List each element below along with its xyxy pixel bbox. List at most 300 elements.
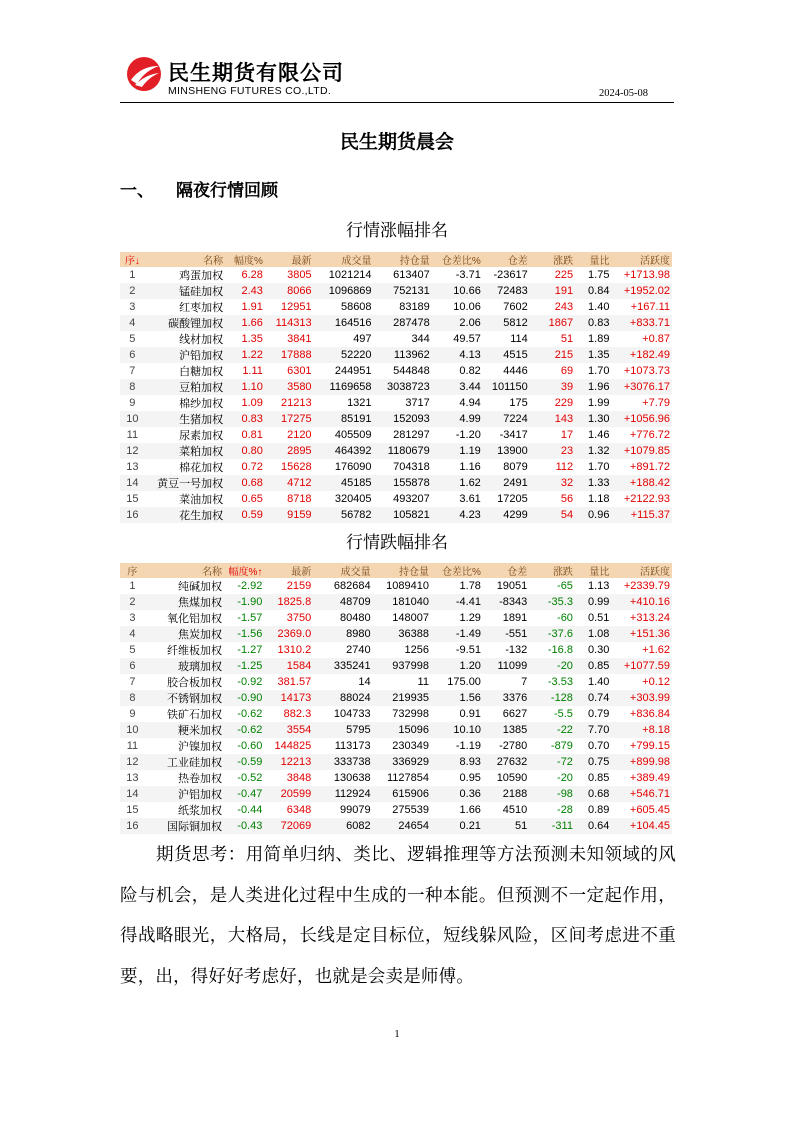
table-row[interactable]	[120, 610, 672, 626]
table-row[interactable]	[120, 427, 672, 443]
cell-last: 4712	[265, 475, 314, 491]
table-row[interactable]	[120, 754, 672, 770]
cell-activity: +104.45	[611, 818, 672, 834]
cell-open-interest: 152093	[374, 411, 432, 427]
cell-last: 3848	[286, 772, 312, 784]
cell-change-pct: 0.81	[241, 429, 263, 441]
cell-seq: 10	[120, 722, 145, 738]
cell-oi-diff: 8079	[503, 461, 528, 473]
cell-price-change: 32	[530, 475, 575, 491]
cell-name: 铁矿石加权	[166, 709, 222, 721]
cell-change-pct: -0.62	[224, 722, 264, 738]
cell-last: 1584	[264, 658, 313, 674]
column-header-open-interest[interactable]: 持仓量	[373, 563, 431, 578]
cell-last: 3750	[286, 612, 312, 624]
cell-oi-diff: 17205	[497, 493, 528, 505]
cell-volume: 244951	[334, 365, 372, 377]
cell-activity: +0.12	[642, 676, 670, 688]
column-header-change-pct[interactable]: 幅度%↑	[224, 563, 264, 578]
cell-open-interest: 24654	[373, 818, 431, 834]
column-header-name[interactable]: 名称	[145, 252, 225, 267]
cell-open-interest: 281297	[393, 429, 430, 441]
table-row[interactable]	[120, 626, 672, 642]
cell-activity: +1713.98	[623, 269, 670, 281]
cell-last: 2895	[265, 443, 314, 459]
cell-name: 线材加权	[179, 334, 224, 346]
cell-volume: 45185	[314, 475, 374, 491]
cell-name: 热卷加权	[177, 773, 222, 785]
cell-oi-diff: 4510	[502, 804, 528, 816]
cell-oi-ratio: 4.23	[432, 507, 483, 523]
cell-activity: +605.45	[629, 804, 670, 816]
column-header-name[interactable]: 名称	[145, 563, 224, 578]
cell-activity: +546.71	[611, 786, 672, 802]
cell-last: 9159	[265, 507, 314, 523]
cell-seq: 3	[129, 301, 136, 313]
cell-volume-ratio: 1.08	[575, 626, 611, 642]
cell-last: 3805	[287, 269, 312, 281]
table-row[interactable]	[120, 594, 672, 610]
cell-activity: +7.79	[642, 397, 670, 409]
cell-volume: 1096869	[314, 283, 374, 299]
column-header-activity[interactable]: 活跃度	[611, 252, 672, 267]
cell-price-change: 56	[560, 493, 574, 505]
cell-volume: 5795	[313, 722, 372, 738]
cell-oi-diff: 175	[509, 397, 528, 409]
cell-name: 氧化铝加权	[166, 613, 222, 625]
cell-seq: 2	[120, 594, 145, 610]
cell-oi-ratio: 175.00	[447, 676, 481, 688]
cell-volume-ratio: 1.75	[588, 269, 610, 281]
cell-name: 国际铜加权	[145, 818, 224, 834]
column-header-change-pct[interactable]: 幅度%	[225, 252, 265, 267]
cell-volume: 112924	[313, 786, 372, 802]
cell-name: 生猪加权	[145, 411, 225, 427]
cell-activity: +410.16	[611, 594, 672, 610]
cell-volume: 2740	[346, 644, 371, 656]
cell-seq: 6	[120, 658, 145, 674]
cell-open-interest: 493207	[393, 493, 430, 505]
cell-price-change: -879	[550, 740, 573, 752]
cell-name: 纤维板加权	[166, 645, 222, 657]
cell-oi-diff: 114	[510, 333, 528, 345]
cell-last: 1825.8	[264, 594, 313, 610]
cell-volume: 6082	[313, 818, 372, 834]
cell-open-interest: 155878	[374, 475, 432, 491]
cell-volume-ratio: 0.74	[575, 690, 611, 706]
cell-name: 花生加权	[145, 507, 225, 523]
cell-oi-ratio: 4.94	[459, 397, 481, 409]
cell-open-interest: 15096	[373, 722, 431, 738]
cell-volume: 333738	[313, 754, 372, 770]
cell-open-interest: 1127854	[386, 772, 429, 784]
cell-seq: 13	[126, 461, 139, 473]
cell-activity: +833.71	[611, 315, 672, 331]
cell-open-interest: 148007	[392, 612, 429, 624]
cell-volume-ratio: 0.68	[575, 786, 611, 802]
cell-last: 72069	[264, 818, 313, 834]
cell-oi-diff: 4299	[483, 507, 530, 523]
cell-oi-ratio: -1.19	[455, 740, 481, 752]
cell-volume: 99079	[339, 804, 371, 816]
section-title: 隔夜行情回顾	[176, 181, 278, 201]
cell-price-change: -72	[529, 754, 575, 770]
cell-oi-ratio: 4.13	[432, 347, 483, 363]
table-row[interactable]	[120, 802, 672, 818]
cell-volume-ratio: 1.13	[587, 580, 610, 592]
cell-volume-ratio: 0.89	[587, 804, 610, 816]
cell-price-change: -5.5	[553, 708, 573, 720]
cell-activity: +1077.59	[611, 658, 672, 674]
table-row[interactable]	[120, 722, 672, 738]
cell-change-pct: -1.27	[237, 644, 263, 656]
cell-change-pct: 1.35	[241, 333, 263, 345]
cell-change-pct: 0.65	[241, 493, 263, 505]
cell-oi-ratio: 0.82	[459, 365, 481, 377]
cell-last: 8066	[265, 283, 314, 299]
cell-change-pct: -0.59	[224, 754, 264, 770]
cell-price-change: -28	[557, 804, 573, 816]
cell-volume: 113173	[334, 740, 371, 752]
cell-volume-ratio: 0.64	[575, 818, 611, 834]
cell-oi-ratio: -4.41	[431, 594, 483, 610]
cell-price-change: 69	[560, 365, 574, 377]
cell-seq: 15	[126, 493, 139, 505]
cell-price-change: -3.53	[547, 676, 573, 688]
cell-oi-ratio: 0.36	[431, 786, 483, 802]
cell-price-change: 51	[560, 333, 574, 345]
cell-open-interest: 219935	[373, 690, 431, 706]
column-header-open-interest[interactable]: 持仓量	[374, 252, 432, 267]
cell-oi-diff: 7602	[503, 301, 528, 313]
cell-oi-diff: 7	[521, 676, 528, 688]
cell-open-interest: 11	[417, 676, 429, 688]
cell-last: 12213	[264, 754, 313, 770]
cell-volume: 58608	[340, 301, 372, 313]
gainers-table-title: 行情涨幅排名	[346, 221, 448, 241]
cell-name: 豆粕加权	[145, 379, 225, 395]
cell-last: 14173	[264, 690, 313, 706]
cell-last: 2159	[286, 580, 312, 592]
cell-volume: 14	[358, 676, 371, 688]
cell-volume-ratio: 1.70	[588, 461, 610, 473]
column-header-last[interactable]: 最新	[264, 563, 313, 578]
cell-price-change: -37.6	[529, 626, 575, 642]
cell-price-change: 225	[554, 269, 574, 281]
cell-open-interest: 613407	[393, 269, 430, 281]
column-header-activity[interactable]: 活跃度	[611, 563, 672, 578]
cell-price-change: 191	[530, 283, 575, 299]
cell-volume: 176090	[334, 461, 372, 473]
document-title: 民生期货晨会	[339, 131, 454, 153]
cell-volume: 405509	[334, 429, 372, 441]
table-row[interactable]	[120, 786, 672, 802]
cell-oi-ratio: 1.16	[459, 461, 481, 473]
cell-price-change: -35.3	[529, 594, 575, 610]
section-heading	[120, 176, 278, 201]
cell-oi-ratio: 10.10	[431, 722, 483, 738]
cell-oi-ratio: -1.49	[431, 626, 483, 642]
cell-oi-ratio: 10.66	[432, 283, 483, 299]
cell-oi-ratio: 3.61	[459, 493, 481, 505]
cell-activity: +8.18	[611, 722, 672, 738]
table-row[interactable]	[120, 507, 672, 523]
cell-change-pct: 0.59	[225, 507, 265, 523]
cell-oi-diff: 3376	[483, 690, 529, 706]
cell-oi-diff: 101150	[483, 379, 530, 395]
column-header-oi-diff[interactable]: 仓差	[483, 252, 530, 267]
cell-change-pct: 1.22	[225, 347, 265, 363]
cell-volume-ratio: 7.70	[575, 722, 611, 738]
cell-change-pct: -0.60	[237, 740, 263, 752]
cell-volume-ratio: 0.85	[587, 772, 610, 784]
cell-last: 8718	[287, 493, 312, 505]
cell-oi-ratio: 4.99	[432, 411, 483, 427]
cell-seq: 13	[126, 772, 139, 784]
cell-name: 棉纱加权	[179, 398, 224, 410]
cell-seq: 15	[126, 804, 139, 816]
cell-activity: +1952.02	[611, 283, 672, 299]
cell-name: 沪镍加权	[177, 741, 222, 753]
cell-seq: 16	[120, 818, 145, 834]
cell-name: 鸡蛋加权	[179, 270, 224, 282]
cell-last: 2120	[287, 429, 312, 441]
cell-volume-ratio: 0.75	[575, 754, 611, 770]
cell-volume: 56782	[314, 507, 374, 523]
table-row[interactable]	[120, 411, 672, 427]
column-header-price-change[interactable]: 涨跌	[530, 252, 575, 267]
column-header-seq[interactable]: 序↓	[120, 252, 145, 267]
cell-volume: 1021214	[328, 269, 372, 281]
column-header-volume[interactable]: 成交量	[313, 563, 372, 578]
table-row[interactable]	[120, 363, 672, 379]
cell-oi-diff: 11099	[483, 658, 529, 674]
cell-activity: +303.99	[611, 690, 672, 706]
cell-open-interest: 230349	[392, 740, 429, 752]
losers-table-title: 行情跌幅排名	[346, 533, 448, 553]
cell-volume-ratio: 0.85	[575, 658, 611, 674]
cell-change-pct: 0.83	[225, 411, 265, 427]
cell-last: 12951	[280, 301, 312, 313]
cell-change-pct: 0.72	[241, 461, 263, 473]
cell-volume: 80480	[339, 612, 371, 624]
table-row[interactable]	[120, 690, 672, 706]
cell-activity: +1056.96	[611, 411, 672, 427]
cell-oi-diff: 10590	[496, 772, 528, 784]
column-header-last[interactable]: 最新	[265, 252, 314, 267]
cell-activity: +313.24	[629, 612, 670, 624]
cell-oi-diff: -2780	[499, 740, 528, 752]
cell-seq: 14	[120, 786, 145, 802]
cell-change-pct: 1.09	[241, 397, 263, 409]
cell-name: 菜粕加权	[145, 443, 225, 459]
cell-volume-ratio: 0.84	[575, 283, 611, 299]
cell-volume-ratio: 1.46	[588, 429, 610, 441]
cell-change-pct: 1.10	[225, 379, 265, 395]
cell-open-interest: 1180679	[374, 443, 432, 459]
cell-open-interest: 544848	[393, 365, 430, 377]
cell-oi-ratio: 1.56	[431, 690, 483, 706]
cell-activity: +167.11	[630, 301, 670, 313]
column-header-oi-ratio[interactable]: 仓差比%	[431, 563, 483, 578]
cell-volume-ratio: 0.99	[575, 594, 611, 610]
cell-price-change: -60	[557, 612, 573, 624]
cell-oi-ratio: 2.06	[432, 315, 483, 331]
cell-oi-diff: 4515	[483, 347, 530, 363]
cell-change-pct: 1.66	[225, 315, 265, 331]
cell-price-change: 229	[554, 397, 574, 409]
column-header-volume-ratio[interactable]: 量比	[575, 252, 611, 267]
cell-oi-ratio: -3.71	[455, 269, 481, 281]
cell-activity: +2122.93	[623, 493, 670, 505]
cell-oi-diff: 7224	[483, 411, 530, 427]
table-row[interactable]	[120, 379, 672, 395]
cell-name: 尿素加权	[179, 430, 224, 442]
cell-volume: 497	[353, 333, 372, 345]
cell-volume: 52220	[314, 347, 374, 363]
column-header-oi-diff[interactable]: 仓差	[483, 563, 529, 578]
table-row[interactable]	[120, 331, 672, 347]
cell-activity: +836.84	[629, 708, 670, 720]
cell-volume: 164516	[314, 315, 374, 331]
company-name-cn: 民生期货有限公司	[168, 61, 344, 85]
cell-activity: +188.42	[611, 475, 672, 491]
table-row[interactable]	[120, 578, 672, 594]
column-header-volume[interactable]: 成交量	[314, 252, 374, 267]
cell-volume: 335241	[313, 658, 372, 674]
cell-volume-ratio: 1.32	[575, 443, 611, 459]
cell-seq: 16	[120, 507, 145, 523]
cell-last: 20599	[264, 786, 313, 802]
cell-open-interest: 3717	[405, 397, 430, 409]
cell-change-pct: -0.52	[237, 772, 263, 784]
table-header-row	[120, 252, 672, 267]
cell-volume: 464392	[314, 443, 374, 459]
cell-seq: 4	[120, 626, 145, 642]
cell-activity: +899.98	[611, 754, 672, 770]
column-header-seq[interactable]: 序	[120, 563, 145, 578]
cell-seq: 6	[120, 347, 145, 363]
cell-open-interest: 615906	[373, 786, 431, 802]
cell-volume: 130638	[333, 772, 371, 784]
cell-change-pct: 0.80	[225, 443, 265, 459]
cell-change-pct: -1.25	[224, 658, 264, 674]
cell-oi-diff: 1891	[502, 612, 528, 624]
cell-volume-ratio: 1.33	[575, 475, 611, 491]
cell-change-pct: -0.62	[237, 708, 263, 720]
cell-volume-ratio: 1.70	[588, 365, 610, 377]
table-row[interactable]	[120, 706, 672, 722]
table-row[interactable]	[120, 475, 672, 491]
cell-open-interest: 105821	[374, 507, 432, 523]
table-row[interactable]	[120, 491, 672, 507]
cell-volume: 85191	[314, 411, 374, 427]
table-row[interactable]	[120, 443, 672, 459]
cell-open-interest: 704318	[393, 461, 430, 473]
cell-change-pct: -1.90	[224, 594, 264, 610]
cell-oi-ratio: 1.29	[459, 612, 481, 624]
cell-seq: 1	[129, 580, 136, 592]
cell-activity: +1079.85	[611, 443, 672, 459]
cell-last: 15628	[280, 461, 312, 473]
cell-oi-ratio: 1.19	[432, 443, 483, 459]
cell-oi-ratio: 1.20	[431, 658, 483, 674]
table-row[interactable]	[120, 283, 672, 299]
cell-volume-ratio: 0.70	[587, 740, 610, 752]
cell-volume: 682684	[333, 580, 371, 592]
cell-change-pct: -0.43	[224, 818, 264, 834]
cell-seq: 5	[129, 644, 136, 656]
cell-volume-ratio: 0.51	[587, 612, 610, 624]
cell-activity: +389.49	[629, 772, 670, 784]
table-row[interactable]	[120, 770, 672, 786]
cell-seq: 10	[120, 411, 145, 427]
cell-price-change: -22	[529, 722, 575, 738]
cell-open-interest: 344	[411, 333, 430, 345]
column-header-price-change[interactable]: 涨跌	[529, 563, 575, 578]
table-row[interactable]	[120, 299, 672, 315]
cell-last: 6348	[286, 804, 312, 816]
cell-open-interest: 1256	[404, 644, 429, 656]
cell-last: 1310.2	[277, 644, 312, 656]
table-row[interactable]	[120, 658, 672, 674]
commentary-paragraph: 期货思考：用简单归纳、类比、逻辑推理等方法预测未知领域的风险与机会，是人类进化过程中生成的一种本能。但预测不一定起作用，得战略眼光，大格局，长线是定目标位，短线躲风险，区间考虑进不重要，出，得好好考虑好，也就是会卖是师傅。	[120, 845, 676, 987]
cell-name: 纸浆加权	[177, 805, 222, 817]
cell-volume: 104733	[333, 708, 371, 720]
cell-oi-ratio: -1.20	[455, 429, 481, 441]
table-row[interactable]	[120, 642, 672, 658]
cell-activity: +0.87	[642, 333, 670, 345]
table-row[interactable]	[120, 347, 672, 363]
cell-seq: 3	[129, 612, 136, 624]
cell-open-interest: 36388	[373, 626, 431, 642]
cell-oi-diff: 19051	[496, 580, 528, 592]
cell-change-pct: -1.56	[224, 626, 264, 642]
cell-name: 菜油加权	[179, 494, 224, 506]
column-header-oi-ratio[interactable]: 仓差比%	[432, 252, 483, 267]
cell-seq: 14	[120, 475, 145, 491]
cell-seq: 12	[120, 754, 145, 770]
table-row[interactable]	[120, 674, 672, 690]
table-row[interactable]	[120, 738, 672, 754]
cell-name: 焦炭加权	[145, 626, 224, 642]
table-row[interactable]	[120, 267, 672, 283]
cell-change-pct: -0.44	[237, 804, 263, 816]
cell-activity: +1.62	[642, 644, 670, 656]
cell-oi-diff: 13900	[483, 443, 530, 459]
table-row[interactable]	[120, 818, 672, 834]
cell-price-change: 1867	[530, 315, 575, 331]
cell-activity: +182.49	[611, 347, 672, 363]
cell-volume-ratio: 1.40	[587, 676, 610, 688]
cell-volume-ratio: 1.30	[575, 411, 611, 427]
letterhead	[120, 52, 674, 103]
cell-seq: 2	[120, 283, 145, 299]
cell-oi-diff: -132	[505, 644, 528, 656]
table-header-row	[120, 563, 672, 578]
cell-oi-ratio: 3.44	[432, 379, 483, 395]
table-row[interactable]	[120, 395, 672, 411]
cell-oi-ratio: 0.91	[459, 708, 481, 720]
cell-oi-ratio: 1.78	[459, 580, 481, 592]
table-row[interactable]	[120, 459, 672, 475]
page-number: 1	[394, 1028, 400, 1040]
cell-price-change: 143	[530, 411, 575, 427]
table-row[interactable]	[120, 315, 672, 331]
cell-price-change: -98	[529, 786, 575, 802]
cell-oi-diff: -23617	[493, 269, 528, 281]
column-header-volume-ratio[interactable]: 量比	[575, 563, 611, 578]
